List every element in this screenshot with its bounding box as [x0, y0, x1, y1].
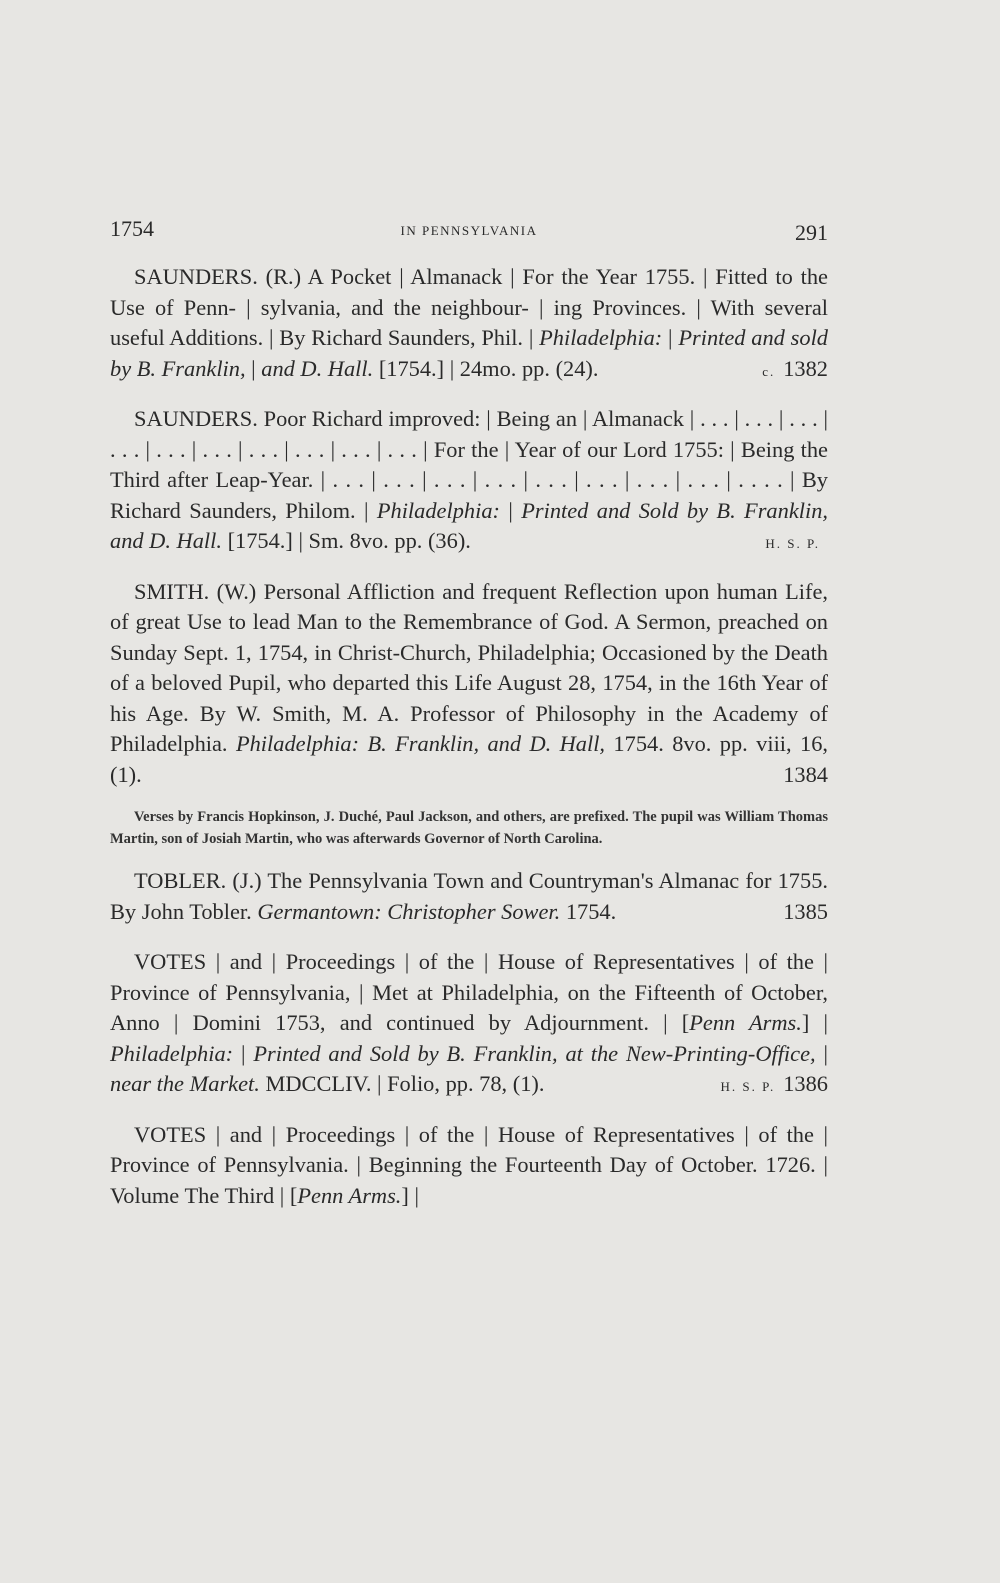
header-title: IN PENNSYLVANIA: [400, 223, 538, 238]
entries: [110, 262, 828, 1211]
entry-note: Verses by Francis Hopkinson, J. Duché, Paul Jackson, and others, are prefixed. The pupil was William Thomas Martin, son of Josiah Martin, who was afterwards Governor of North Carolina.: [110, 809, 828, 847]
running-header: [110, 216, 828, 248]
page-number: 291: [795, 220, 828, 245]
entry-1385: TOBLER. (J.) The Pennsylvania Town and Countryman's Almanac for 1755. By John Tobler. Germantown: Christopher Sower. 1754. 1385: [110, 868, 828, 924]
entry-votes-1726: VOTES | and | Proceedings | of the | House of Representatives | of the | Province of Pennsylvania. | Beginning the Fourteenth Day of October. 1726. | Volume The Third | [Penn Arms.] |: [110, 1121, 828, 1208]
entry-poor-richard: SAUNDERS. Poor Richard improved: | Being an | Almanack | . . . | . . . | . . . | . . . | . . . | . . . | . . . | . . . | . . . | . . . | For the | Year of our Lord 1755: | Being the Third after Leap-Year. | . . . | . . . | . . . | . . . | . . . | . . . | . . . | . . . | . . . . | By Richard Saunders, Philom. | Philadelphia: | Printed and Sold by B. Franklin, and D. Hall. [1754.] | Sm. 8vo. pp. (36). H. S. P.: [110, 406, 829, 553]
entry-1386: VOTES | and | Proceedings | of the | House of Representatives | of the | Province of Pennsylvania, | Met at Philadelphia, on the Fifteenth of October, Anno | Domini 1753, and continued by Adjournment. | [Penn Arms.] | Philadelphia: | Printed and Sold by B. Franklin, at the New-Printing-Office, | near the Market. MDCCLIV. | Folio, pp. 78, (1). H. S. P. 1386: [110, 949, 828, 1096]
entry-1382: SAUNDERS. (R.) A Pocket | Almanack | For the Year 1755. | Fitted to the Use of Penn- | sylvania, and the neighbour- | ing Provinces. | With several useful Additions. | By Richard Saunders, Phil. | Philadelphia: | Printed and sold by B. Franklin, | and D. Hall. [1754.] | 24mo. pp. (24). c. 1382: [110, 264, 828, 381]
entry-1384: SMITH. (W.) Personal Affliction and frequent Reflection upon human Life, of great Use to lead Man to the Remembrance of God. A Sermon, preached on Sunday Sept. 1, 1754, in Christ-Church, Philadelphia; Occasioned by the Death of a beloved Pupil, who departed this Life August 28, 1754, in the 16th Year of his Age. By W. Smith, M. A. Professor of Philosophy in the Academy of Philadelphia. Philadelphia: B. Franklin, and D. Hall, 1754. 8vo. pp. viii, 16, (1). 1384: [110, 578, 828, 787]
header-year: 1754: [110, 216, 154, 241]
